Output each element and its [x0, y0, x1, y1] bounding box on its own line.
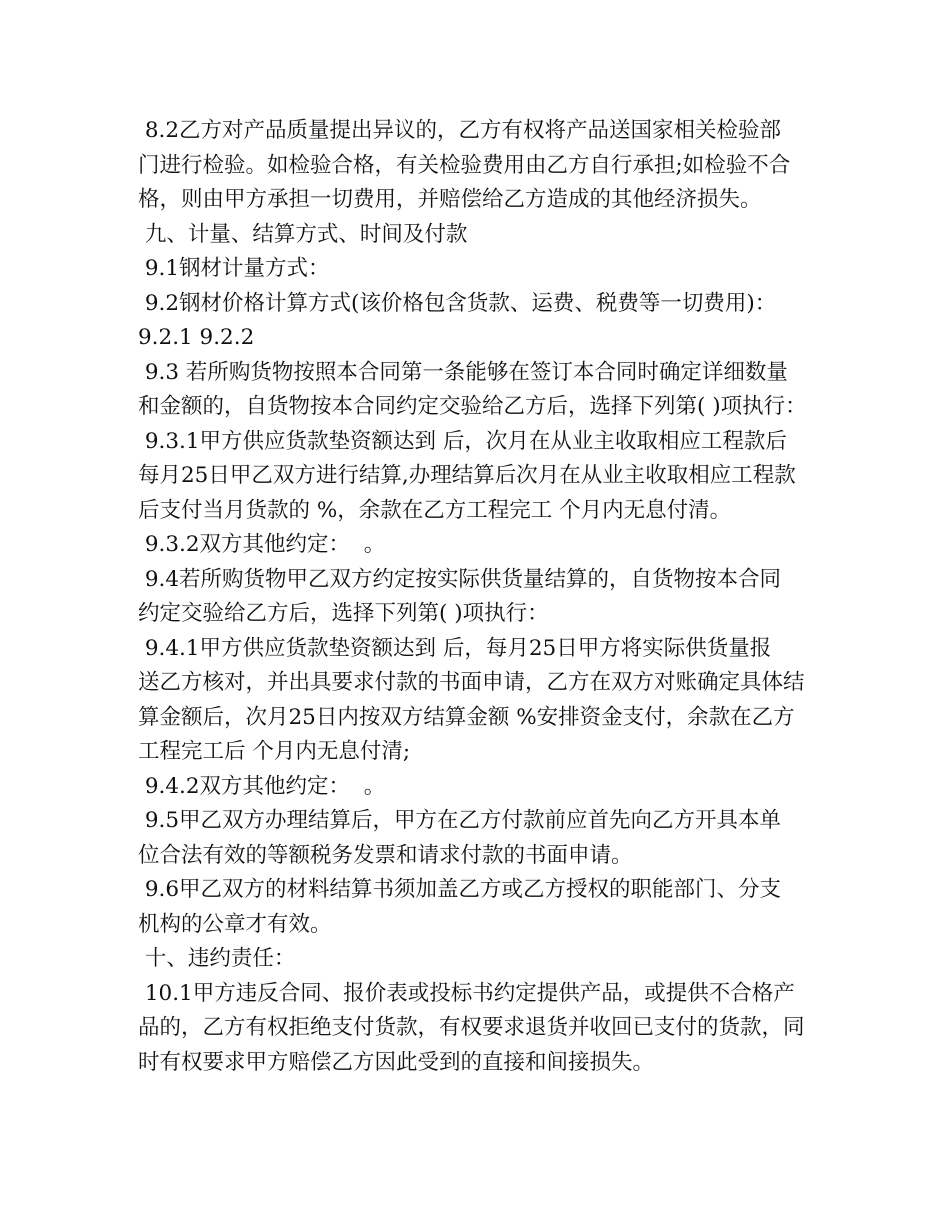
text-line: 9.2.1 9.2.2 [138, 325, 255, 350]
text-line: 和金额的，自货物按本合同约定交验给乙方后，选择下列第( )项执行： [138, 394, 807, 419]
section-heading: 十、违约责任： [138, 946, 296, 971]
text-line: 10.1甲方违反合同、报价表或投标书约定提供产品，或提供不合格产 [138, 980, 795, 1006]
text-line: 9.4.2双方其他约定： 。 [138, 773, 386, 799]
text-line: 算金额后，次月25日内按双方结算金额 %安排资金支付，余款在乙方 [138, 704, 795, 730]
text-line: 约定交验给乙方后，选择下列第( )项执行： [138, 601, 549, 626]
text-line: 9.5甲乙双方办理结算后，甲方在乙方付款前应首先向乙方开具本单 [138, 808, 782, 833]
text-line: 格，则由甲方承担一切费用，并赔偿给乙方造成的其他经济损失。 [138, 187, 762, 212]
text-line: 9.3 若所购货物按照本合同第一条能够在签订本合同时确定详细数量 [138, 359, 788, 385]
text-line: 9.2钢材价格计算方式(该价格包含货款、运费、税费等一切费用)： [138, 290, 777, 316]
text-line: 9.6甲乙双方的材料结算书须加盖乙方或乙方授权的职能部门、分支 [138, 877, 782, 902]
text-line: 工程完工后 个月内无息付清; [138, 739, 411, 764]
text-line: 9.4.1甲方供应货款垫资额达到 后，每月25日甲方将实际供货量报 [138, 635, 772, 661]
text-line: 品的，乙方有权拒绝支付货款，有权要求退货并收回已支付的货款，同 [138, 1015, 805, 1040]
text-line: 9.4若所购货物甲乙双方约定按实际供货量结算的，自货物按本合同 [138, 566, 782, 592]
text-line: 门进行检验。如检验合格，有关检验费用由乙方自行承担;如检验不合 [138, 152, 791, 178]
section-heading: 九、计量、结算方式、时间及付款 [138, 221, 468, 247]
text-line: 位合法有效的等额税务发票和请求付款的书面申请。 [138, 842, 633, 868]
text-line: 9.3.1甲方供应货款垫资额达到 后，次月在从业主收取相应工程款后 [138, 428, 787, 454]
text-line: 8.2乙方对产品质量提出异议的，乙方有权将产品送国家相关检验部 [138, 118, 782, 143]
text-line: 机构的公章才有效。 [138, 911, 332, 937]
text-line: 送乙方核对，并出具要求付款的书面申请，乙方在双方对账确定具体结 [138, 670, 805, 695]
text-line: 后支付当月货款的 %，余款在乙方工程完工 个月内无息付清。 [138, 497, 732, 523]
text-line: 时有权要求甲方赔偿乙方因此受到的直接和间接损失。 [138, 1049, 655, 1075]
text-line: 9.1钢材计量方式： [138, 256, 330, 281]
text-line: 9.3.2双方其他约定： 。 [138, 532, 386, 557]
document-body [138, 114, 818, 1080]
text-line: 每月25日甲乙双方进行结算,办理结算后次月在从业主收取相应工程款 [138, 463, 796, 488]
